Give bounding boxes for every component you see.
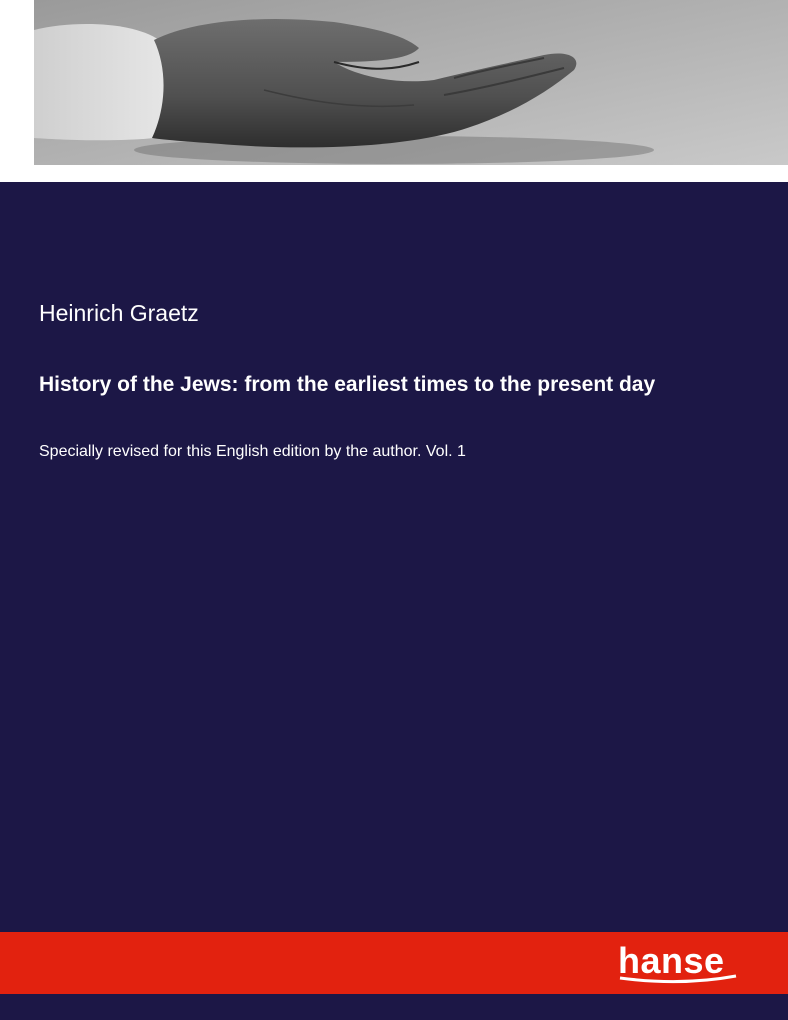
author-name: Heinrich Graetz: [39, 300, 199, 326]
cover-background: [0, 182, 788, 932]
logo-text: hanse: [618, 940, 725, 981]
bottom-strip: [0, 994, 788, 1020]
logo-swoosh-icon: [618, 974, 738, 984]
open-hand-photo: [34, 0, 788, 165]
book-subtitle: Specially revised for this English edition by the author. Vol. 1: [39, 443, 466, 460]
hanse-logo: [618, 938, 748, 988]
book-title: History of the Jews: from the earliest times to the present day: [39, 373, 656, 396]
top-white-band: [0, 0, 788, 182]
